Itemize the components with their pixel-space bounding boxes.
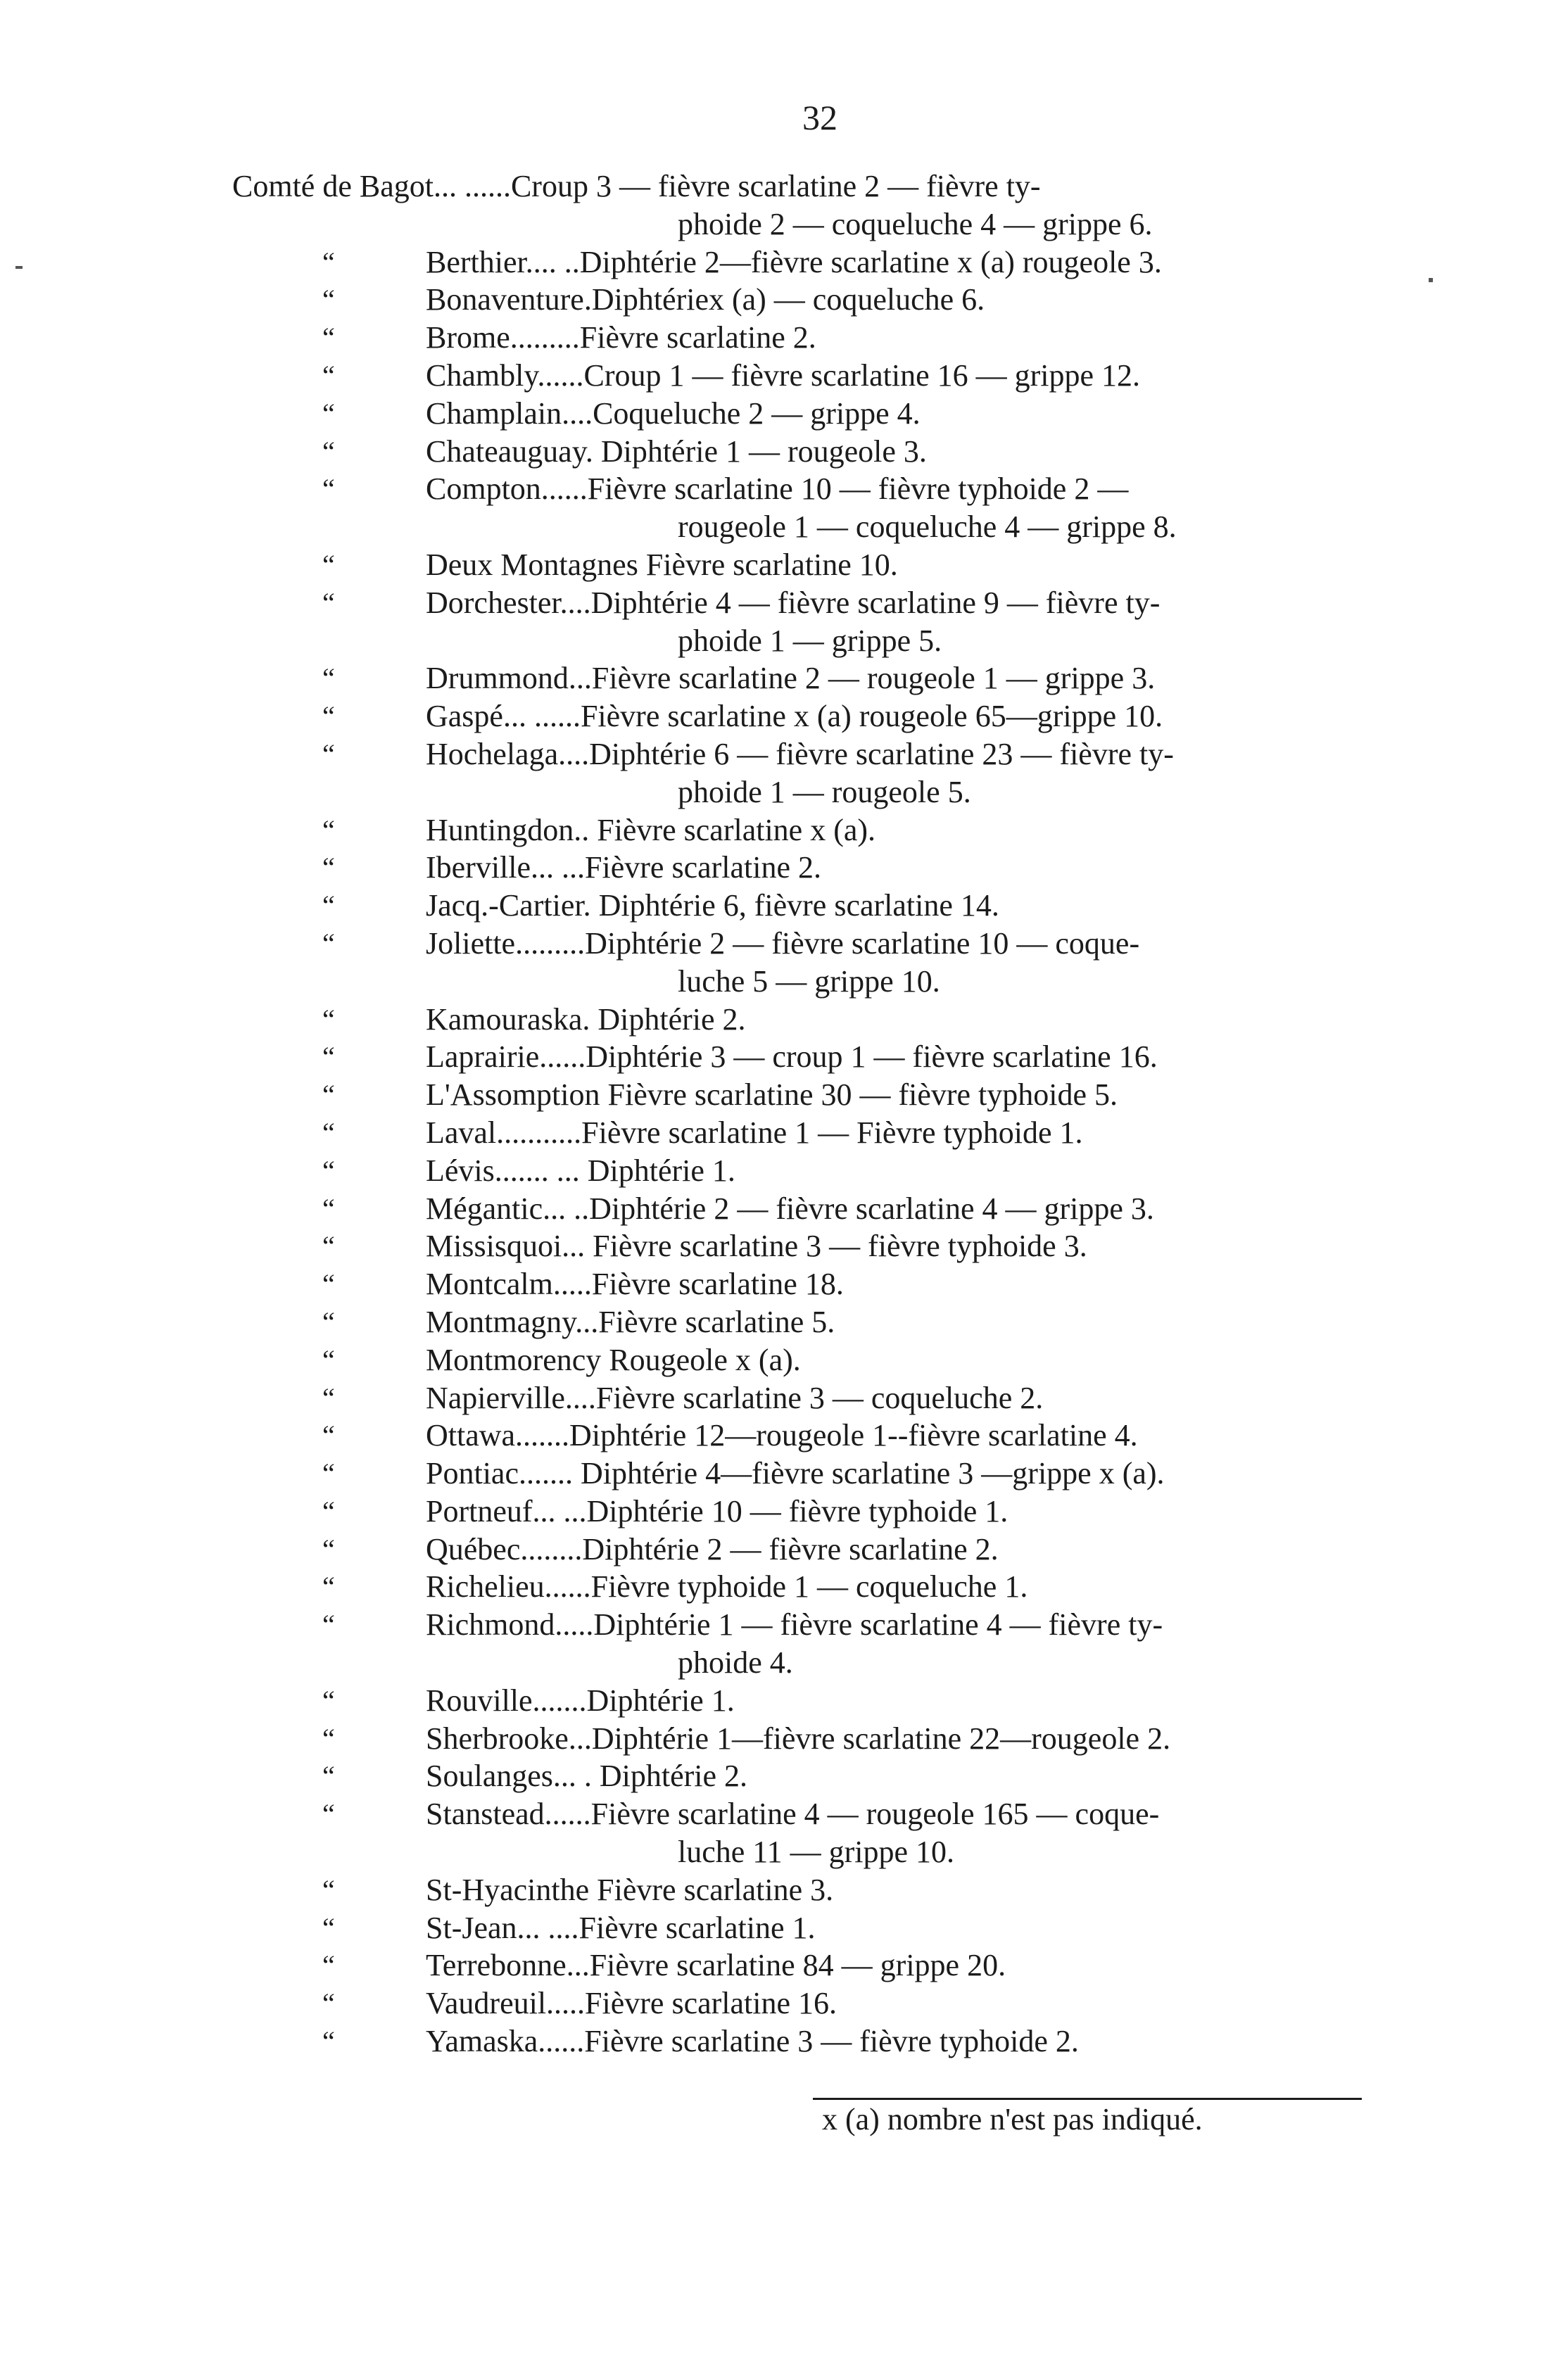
entry-line	[0, 1152, 1568, 1190]
entry-line	[0, 1417, 1568, 1455]
ditto-mark: “	[322, 1419, 335, 1452]
entry-text: L'Assomption Fièvre scarlatine 30 — fièvre typhoide 5.	[426, 1077, 1118, 1113]
ditto-mark: “	[322, 1079, 335, 1111]
list-item	[0, 1303, 1568, 1341]
ditto-mark: “	[322, 1305, 335, 1338]
entry-line	[0, 1114, 1568, 1152]
entry-text: Yamaska......Fièvre scarlatine 3 — fièvre typhoide 2.	[426, 2024, 1079, 2059]
ditto-mark: “	[322, 738, 335, 770]
list-item	[0, 1531, 1568, 1569]
list-item	[0, 1190, 1568, 1228]
ditto-mark: “	[322, 1609, 335, 1641]
entry-line	[0, 470, 1568, 508]
list-item	[0, 1871, 1568, 1909]
entry-text: Huntingdon.. Fièvre scarlatine x (a).	[426, 812, 876, 847]
ditto-mark: “	[322, 1268, 335, 1300]
entry-continuation-text: phoide 1 — rougeole 5.	[678, 774, 971, 809]
ditto-mark: “	[322, 359, 335, 391]
list-item	[0, 357, 1568, 395]
ditto-mark: “	[322, 1571, 335, 1603]
entry-text: Richelieu......Fièvre typhoide 1 — coqueluche 1.	[426, 1569, 1028, 1604]
list-item	[0, 1265, 1568, 1303]
entry-continuation-text: rougeole 1 — coqueluche 4 — grippe 8.	[678, 509, 1177, 545]
ditto-mark: “	[322, 1343, 335, 1376]
entry-line	[0, 1606, 1568, 1644]
list-item	[0, 319, 1568, 357]
ditto-mark: “	[322, 814, 335, 846]
entry-line	[0, 659, 1568, 697]
ditto-mark: “	[322, 662, 335, 695]
list-item	[0, 1795, 1568, 1871]
entry-text: Drummond...Fièvre scarlatine 2 — rougeole 1 — grippe 3.	[426, 661, 1156, 696]
page-number: 32	[802, 98, 837, 137]
entry-text: Terrebonne...Fièvre scarlatine 84 — grippe 20.	[426, 1948, 1006, 1983]
entry-line	[0, 2023, 1568, 2061]
ditto-mark: “	[322, 1116, 335, 1148]
entry-text: Sherbrooke...Diphtérie 1—fièvre scarlatine 22—rougeole 2.	[426, 1721, 1171, 1756]
entry-text: Bonaventure.Diphtériex (a) — coqueluche 6.	[426, 282, 985, 317]
entry-line	[0, 1303, 1568, 1341]
ditto-mark: “	[322, 322, 335, 354]
list-item	[0, 1379, 1568, 1417]
list-item	[0, 584, 1568, 660]
list-item	[0, 1341, 1568, 1379]
entry-continuation-line	[0, 773, 1568, 811]
entry-text: Mégantic... ..Diphtérie 2 — fièvre scarlatine 4 — grippe 3.	[426, 1191, 1154, 1226]
entry-text: Stanstead......Fièvre scarlatine 4 — rougeole 165 — coque-	[426, 1797, 1160, 1832]
ditto-mark: “	[322, 890, 335, 922]
entry-text: Jacq.-Cartier. Diphtérie 6, fièvre scarlatine 14.	[426, 888, 999, 923]
list-item	[0, 1076, 1568, 1114]
entry-line	[0, 584, 1568, 622]
entry-line	[0, 849, 1568, 887]
list-item	[0, 1493, 1568, 1531]
entry-continuation-text: phoide 1 — grippe 5.	[678, 623, 942, 658]
entry-text: Missisquoi... Fièvre scarlatine 3 — fièvre typhoide 3.	[426, 1229, 1087, 1264]
entry-line	[0, 1985, 1568, 2023]
entry-continuation-text: phoide 2 — coqueluche 4 — grippe 6.	[678, 206, 1153, 241]
entry-text: Chambly......Croup 1 — fièvre scarlatine 16 — grippe 12.	[426, 357, 1141, 393]
list-item	[0, 546, 1568, 584]
entry-line	[0, 281, 1568, 319]
ditto-mark: “	[322, 1041, 335, 1073]
ditto-mark: “	[322, 586, 335, 619]
ditto-mark: “	[322, 1457, 335, 1490]
list-item	[0, 2023, 1568, 2061]
entry-line	[0, 1265, 1568, 1303]
entry-text: Gaspé... ......Fièvre scarlatine x (a) rougeole 65—grippe 10.	[426, 699, 1163, 734]
ditto-mark: “	[322, 1987, 335, 2020]
entry-text: Lévis....... ... Diphtérie 1.	[426, 1153, 735, 1188]
entry-text: Deux Montagnes Fièvre scarlatine 10.	[426, 547, 898, 582]
entry-text: Soulanges... . Diphtérie 2.	[426, 1759, 748, 1794]
margin-mark	[15, 266, 23, 269]
list-item	[0, 1114, 1568, 1152]
ditto-mark: “	[322, 1533, 335, 1565]
entry-continuation-line	[0, 1833, 1568, 1871]
entry-text: Berthier.... ..Diphtérie 2—fièvre scarlatine x (a) rougeole 3.	[426, 244, 1162, 279]
entry-text: Napierville....Fièvre scarlatine 3 — coqueluche 2.	[426, 1380, 1044, 1415]
county-disease-list	[0, 167, 1568, 2061]
entry-text: Pontiac....... Diphtérie 4—fièvre scarlatine 3 —grippe x (a).	[426, 1456, 1165, 1491]
list-item	[0, 1568, 1568, 1606]
list-item	[0, 1909, 1568, 1947]
entry-text: Iberville... ...Fièvre scarlatine 2.	[426, 850, 822, 885]
entry-line	[0, 1379, 1568, 1417]
list-item	[0, 1757, 1568, 1795]
entry-continuation-text: luche 11 — grippe 10.	[678, 1835, 955, 1870]
entry-text: Dorchester....Diphtérie 4 — fièvre scarlatine 9 — fièvre ty-	[426, 585, 1161, 620]
entry-line	[0, 925, 1568, 963]
list-item	[0, 1227, 1568, 1265]
entry-text: Québec........Diphtérie 2 — fièvre scarlatine 2.	[426, 1531, 999, 1566]
ditto-mark: “	[322, 246, 335, 278]
entry-line	[0, 1001, 1568, 1039]
entry-line	[0, 546, 1568, 584]
ditto-mark: “	[322, 1684, 335, 1716]
list-item	[0, 433, 1568, 471]
entry-line	[0, 1190, 1568, 1228]
entry-text: Comté de Bagot... ......Croup 3 — fièvre scarlatine 2 — fièvre ty-	[232, 169, 1041, 203]
entry-text: Joliette.........Diphtérie 2 — fièvre scarlatine 10 — coque-	[426, 925, 1140, 961]
ditto-mark: “	[322, 700, 335, 733]
entry-line	[0, 1076, 1568, 1114]
entry-text: Montmagny...Fièvre scarlatine 5.	[426, 1304, 835, 1339]
entry-text: Vaudreuil.....Fièvre scarlatine 16.	[426, 1986, 837, 2021]
list-item	[0, 1001, 1568, 1039]
list-item	[0, 849, 1568, 887]
ditto-mark: “	[322, 473, 335, 505]
entry-text: Compton......Fièvre scarlatine 10 — fièvre typhoide 2 —	[426, 471, 1129, 507]
entry-line	[0, 697, 1568, 735]
entry-text: Chateauguay. Diphtérie 1 — rougeole 3.	[426, 433, 927, 469]
entry-text: Montcalm.....Fièvre scarlatine 18.	[426, 1267, 844, 1302]
list-item	[0, 811, 1568, 849]
footnote-rule	[813, 2098, 1362, 2100]
list-item	[0, 470, 1568, 546]
entry-line	[0, 735, 1568, 773]
entry-line	[0, 167, 1568, 205]
list-item	[0, 1720, 1568, 1758]
ditto-mark: “	[322, 1381, 335, 1414]
list-item	[0, 925, 1568, 1001]
ditto-mark: “	[322, 1760, 335, 1792]
list-item	[0, 1682, 1568, 1720]
entry-text: Laprairie......Diphtérie 3 — croup 1 — fièvre scarlatine 16.	[426, 1039, 1158, 1075]
list-item	[0, 887, 1568, 925]
entry-text: Kamouraska. Diphtérie 2.	[426, 1001, 746, 1037]
entry-continuation-line	[0, 1644, 1568, 1682]
entry-line	[0, 395, 1568, 433]
entry-text: Portneuf... ...Diphtérie 10 — fièvre typhoide 1.	[426, 1493, 1009, 1528]
ditto-mark: “	[322, 1192, 335, 1224]
ditto-mark: “	[322, 927, 335, 959]
entry-line	[0, 1455, 1568, 1493]
entry-text: Champlain....Coqueluche 2 — grippe 4.	[426, 395, 921, 431]
margin-mark	[1429, 278, 1433, 282]
entry-continuation-line	[0, 205, 1568, 243]
entry-continuation-text: phoide 4.	[678, 1645, 793, 1680]
list-item	[0, 1606, 1568, 1682]
list-item	[0, 281, 1568, 319]
entry-text: Montmorency Rougeole x (a).	[426, 1342, 801, 1377]
ditto-mark: “	[322, 1003, 335, 1035]
entry-line	[0, 1871, 1568, 1909]
entry-line	[0, 1720, 1568, 1758]
entry-text: St-Jean... ....Fièvre scarlatine 1.	[426, 1910, 816, 1945]
ditto-mark: “	[322, 852, 335, 884]
list-item	[0, 1985, 1568, 2023]
entry-text: Laval...........Fièvre scarlatine 1 — Fièvre typhoide 1.	[426, 1115, 1083, 1150]
ditto-mark: “	[322, 1230, 335, 1262]
list-item	[0, 395, 1568, 433]
entry-continuation-line	[0, 963, 1568, 1001]
footnote: x (a) nombre n'est pas indiqué.	[822, 2102, 1203, 2137]
ditto-mark: “	[322, 1873, 335, 1906]
entry-line	[0, 1568, 1568, 1606]
entry-line	[0, 887, 1568, 925]
list-item	[0, 167, 1568, 243]
ditto-mark: “	[322, 397, 335, 429]
entry-continuation-line	[0, 622, 1568, 660]
entry-text: St-Hyacinthe Fièvre scarlatine 3.	[426, 1872, 834, 1907]
entry-line	[0, 319, 1568, 357]
ditto-mark: “	[322, 435, 335, 467]
ditto-mark: “	[322, 1911, 335, 1944]
list-item	[0, 735, 1568, 811]
list-item	[0, 697, 1568, 735]
ditto-mark: “	[322, 1798, 335, 1830]
entry-line	[0, 1493, 1568, 1531]
ditto-mark: “	[322, 548, 335, 581]
entry-text: Ottawa.......Diphtérie 12—rougeole 1--fièvre scarlatine 4.	[426, 1418, 1138, 1453]
entry-text: Richmond.....Diphtérie 1 — fièvre scarlatine 4 — fièvre ty-	[426, 1607, 1163, 1642]
list-item	[0, 1152, 1568, 1190]
ditto-mark: “	[322, 1154, 335, 1186]
list-item	[0, 1947, 1568, 1985]
entry-line	[0, 1909, 1568, 1947]
entry-text: Brome.........Fièvre scarlatine 2.	[426, 320, 816, 355]
ditto-mark: “	[322, 1495, 335, 1527]
entry-line	[0, 1795, 1568, 1833]
entry-line	[0, 433, 1568, 471]
entry-line	[0, 357, 1568, 395]
ditto-mark: “	[322, 284, 335, 316]
ditto-mark: “	[322, 1949, 335, 1982]
list-item	[0, 1455, 1568, 1493]
entry-text: Hochelaga....Diphtérie 6 — fièvre scarlatine 23 — fièvre ty-	[426, 736, 1174, 771]
entry-line	[0, 1531, 1568, 1569]
list-item	[0, 1417, 1568, 1455]
ditto-mark: “	[322, 2025, 335, 2058]
list-item	[0, 243, 1568, 281]
entry-line	[0, 1682, 1568, 1720]
entry-line	[0, 811, 1568, 849]
list-item	[0, 1038, 1568, 1076]
entry-text: Rouville.......Diphtérie 1.	[426, 1683, 735, 1718]
entry-continuation-text: luche 5 — grippe 10.	[678, 963, 940, 999]
entry-continuation-line	[0, 508, 1568, 546]
entry-line	[0, 1038, 1568, 1076]
list-item	[0, 659, 1568, 697]
entry-line	[0, 1757, 1568, 1795]
entry-line	[0, 243, 1568, 281]
entry-line	[0, 1227, 1568, 1265]
ditto-mark: “	[322, 1722, 335, 1754]
entry-line	[0, 1947, 1568, 1985]
entry-line	[0, 1341, 1568, 1379]
